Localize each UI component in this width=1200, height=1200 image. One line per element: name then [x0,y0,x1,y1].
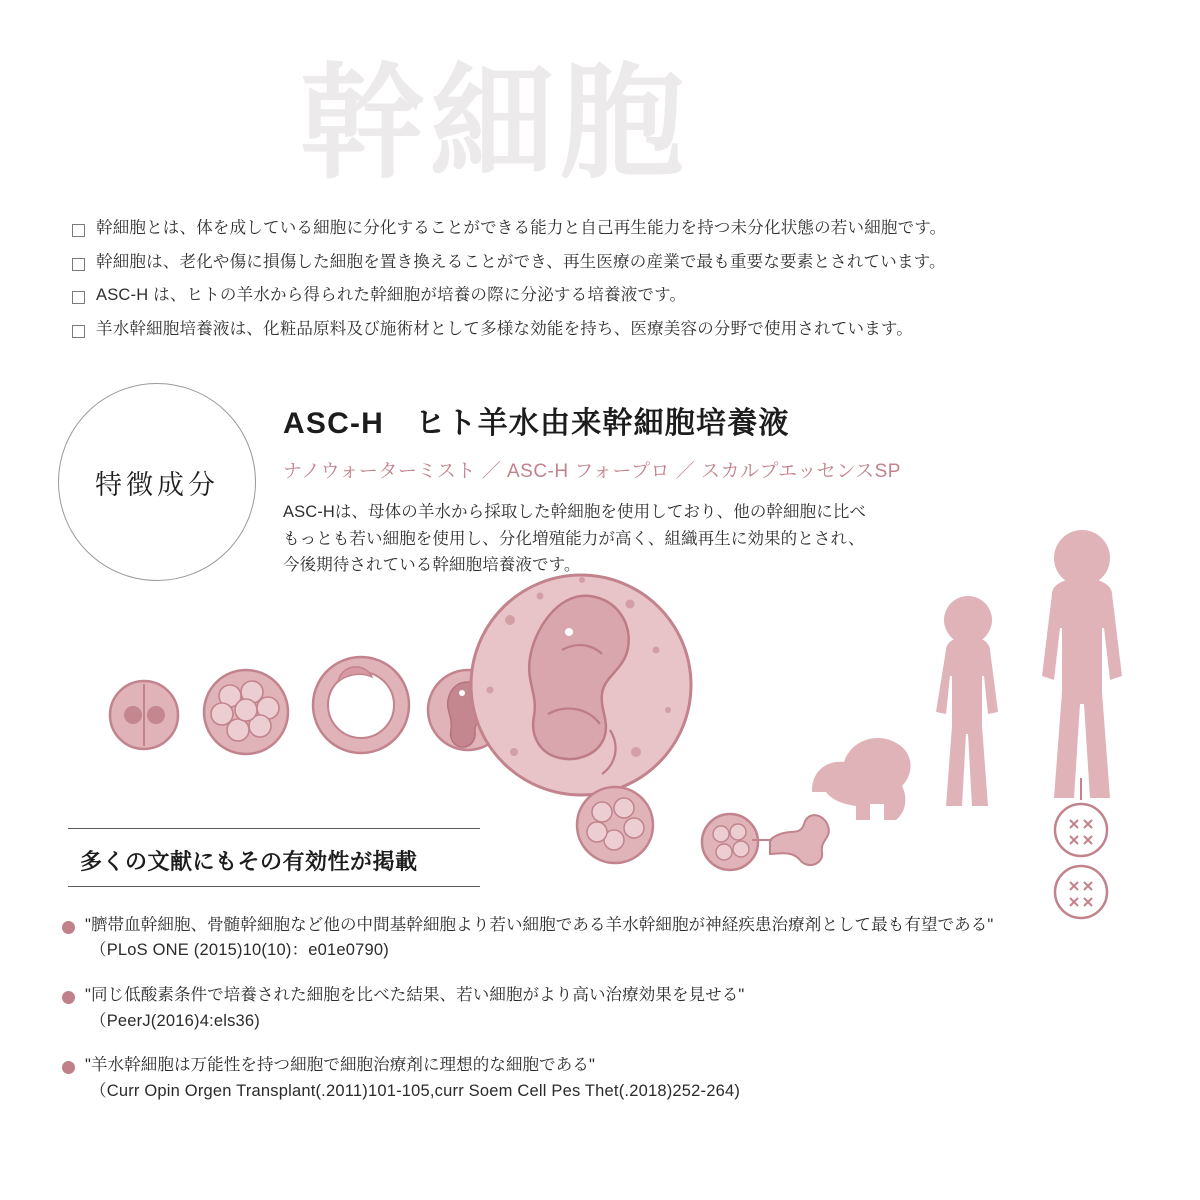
page-title: ASC-H ヒト羊水由来幹細胞培養液 [283,407,790,440]
checkbox-icon [72,291,85,304]
bullet-dot-icon [62,1061,75,1074]
list-item [72,252,1122,273]
main-description-line: もっとも若い細胞を使用し、分化増殖能力が高く、組織再生に効果的とされ、 [283,529,865,548]
product-subtitle: ナノウォーターミスト ／ ASC-H フォープロ ／ スカルプエッセンスSP [283,461,901,482]
zygote-cell-icon [110,681,178,749]
reference-quote: "羊水幹細胞は万能性を持つ細胞で細胞治療剤に理想的な細胞である" [85,1056,595,1075]
differentiating-cell-icon [752,815,829,865]
checkbox-icon [72,325,85,338]
main-description-line: ASC-Hは、母体の羊水から採取した幹細胞を使用しており、他の幹細胞に比べ [283,503,867,521]
divider-bottom [68,886,480,887]
morula-cell-cluster-icon-small-2 [702,814,758,870]
watermark-text: 幹細胞 [300,55,691,193]
morula-cell-cluster-icon-small [577,787,653,863]
checkbox-icon [72,258,85,271]
bullet-dot-icon [62,991,75,1004]
crawling-baby-icon [812,738,911,820]
reference-citation: （PLoS ONE (2015)10(10)：e01e0790) [90,941,389,960]
child-figure-icon [936,596,998,806]
list-item [62,985,1162,1033]
list-item [62,1055,1162,1103]
feature-badge-label: 特徴成分 [95,469,219,500]
list-item [62,915,1162,963]
checkbox-icon [72,224,85,237]
adult-figure-icon [1042,530,1122,798]
divider-top [68,828,480,829]
reference-list [62,915,1162,1126]
list-item-label: 羊水幹細胞培養液は、化粧品原料及び施術材として多様な効能を持ち、医療美容の分野で使用されています。 [96,319,913,338]
list-item [72,319,1122,340]
cell-division-pair-icon [1055,778,1107,918]
morula-cell-cluster-icon [204,670,288,754]
list-item-label: 幹細胞は、老化や傷に損傷した細胞を置き換えることができ、再生医療の産業で最も重要な要素とされています。 [96,252,946,271]
list-item [72,218,1122,239]
checklist [72,218,1122,353]
list-item-label: 幹細胞とは、体を成している細胞に分化することができる能力と自己再生能力を持つ未分化状態の若い細胞です。 [96,219,947,237]
reference-quote: "同じ低酸素条件で培養された細胞を比べた結果、若い細胞がより高い治療効果を見せる" [85,986,745,1005]
list-item-label: ASC-H は、ヒトの羊水から得られた幹細胞が培養の際に分泌する培養液です。 [96,286,687,305]
reference-citation: （PeerJ(2016)4:els36) [90,1011,260,1030]
bullet-dot-icon [62,921,75,934]
list-item [72,285,1122,306]
literature-heading: 多くの文献にもその有効性が掲載 [80,849,418,874]
main-description-line: 今後期待されている幹細胞培養液です。 [283,556,581,575]
fetus-in-amniotic-sac-icon [471,575,691,795]
blastocyst-icon [313,657,409,753]
reference-citation: （Curr Opin Orgen Transplant(.2011)101-105,curr Soem Cell Pes Thet(.2018)252-264) [90,1081,741,1100]
reference-quote: "臍帯血幹細胞、骨髄幹細胞など他の中間基幹細胞より若い細胞である羊水幹細胞が神経疾患治療剤として最も有望である" [85,916,994,934]
